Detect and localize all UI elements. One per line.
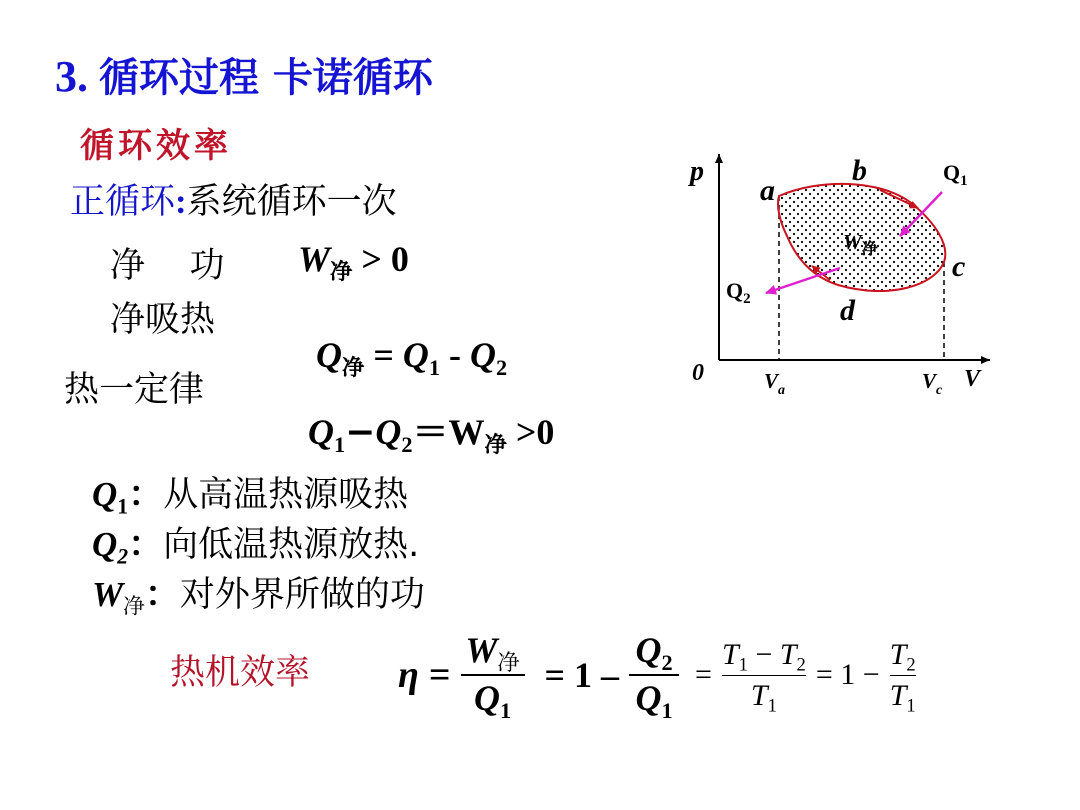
first-law-eq: ＝ — [412, 412, 449, 453]
definition-symbol: Q — [92, 525, 118, 564]
definition-item — [92, 470, 425, 520]
numerator-symbol: T — [721, 638, 739, 671]
w-sub: 净 — [861, 239, 878, 258]
net-heat-Q: Q — [316, 335, 342, 375]
definition-symbol: Q — [92, 475, 118, 514]
numerator-sub: 2 — [906, 654, 916, 676]
fraction-work-heat — [461, 630, 525, 723]
vc-sub: c — [936, 383, 943, 398]
definition-colon: ： — [144, 575, 180, 615]
first-law-Q1-sub: 1 — [334, 431, 346, 457]
first-law-W-sub: 净 — [484, 431, 507, 458]
net-work-formula — [298, 238, 409, 285]
first-law-formula — [290, 362, 555, 458]
forward-cycle-label: 正循环 — [70, 182, 176, 222]
va-label — [764, 369, 785, 398]
denominator-sub: 1 — [661, 697, 673, 723]
fraction-heat-ratio — [629, 630, 679, 723]
numerator-symbol: Q — [635, 630, 662, 671]
v-axis-label: V — [964, 366, 981, 392]
point-b-label: b — [852, 154, 867, 187]
eta-equals: = — [428, 654, 451, 696]
forward-cycle-desc: 系统循环一次 — [186, 182, 397, 222]
fraction-denominator — [461, 678, 525, 723]
one-minus-2: = 1 − — [815, 658, 880, 691]
fraction-denominator — [629, 678, 679, 723]
w-symbol: W — [843, 230, 862, 254]
forward-cycle-line — [70, 174, 397, 224]
net-heat-label: 净吸热 — [110, 300, 216, 340]
denominator-symbol: T — [889, 678, 907, 712]
equals-2: = — [695, 658, 712, 691]
net-work-label: 净 功 — [110, 246, 225, 286]
definition-sub: 净 — [123, 594, 145, 620]
va-sub: a — [778, 383, 786, 398]
definition-symbol: W — [92, 575, 124, 614]
definition-item — [92, 520, 425, 570]
denominator-sub: 1 — [499, 697, 512, 723]
title-number: 3. — [55, 52, 88, 101]
definition-sub: 2 — [117, 544, 129, 569]
net-heat-Q1-sub: 1 — [428, 354, 440, 380]
fraction-denominator — [889, 678, 916, 716]
pv-cycle-diagram — [680, 140, 1010, 410]
fraction-temperature-ratio — [889, 638, 916, 716]
va-symbol: V — [764, 369, 779, 393]
fraction-numerator — [721, 638, 806, 676]
fraction-numerator — [889, 638, 916, 676]
page-title — [55, 46, 433, 103]
eta-symbol: η — [398, 654, 419, 696]
vc-symbol: V — [922, 369, 937, 393]
denominator-symbol: Q — [473, 678, 500, 718]
p-axis-label: p — [690, 156, 704, 187]
q2-symbol: Q — [726, 278, 744, 303]
fraction-numerator — [629, 630, 679, 675]
net-work-sub: 净 — [330, 258, 353, 285]
fraction-temperature-diff — [721, 638, 806, 716]
forward-cycle-colon: : — [175, 182, 187, 221]
net-heat-sub: 净 — [342, 354, 365, 381]
first-law-rhs: >0 — [506, 412, 555, 452]
numerator-symbol: W — [465, 630, 498, 671]
net-heat-Q2-sub: 2 — [495, 354, 508, 380]
numerator-symbol-2: T — [779, 638, 797, 671]
first-law-Q2: Q — [375, 412, 402, 452]
efficiency-formula — [398, 620, 916, 730]
numerator-minus: − — [747, 638, 780, 671]
origin-label: 0 — [692, 360, 704, 386]
definition-text: 对外界所做的功 — [179, 575, 425, 615]
numerator-sub: 1 — [738, 654, 748, 676]
denominator-symbol: Q — [635, 678, 662, 718]
definition-colon: ： — [128, 525, 164, 565]
numerator-sub-2: 2 — [796, 654, 806, 676]
denominator-symbol: T — [750, 678, 768, 712]
point-d-label: d — [840, 294, 855, 327]
definition-text: 向低温热源放热. — [163, 525, 420, 565]
first-law-W: W — [448, 412, 485, 452]
net-heat-Q2: Q — [469, 335, 496, 375]
efficiency-label: 热机效率 — [170, 653, 311, 693]
fraction-bar — [722, 675, 806, 676]
numerator-symbol: T — [889, 638, 907, 671]
first-law-label: 热一定律 — [64, 370, 205, 410]
vc-label — [922, 369, 943, 398]
definition-colon: ： — [128, 475, 164, 515]
section-subtitle: 循环效率 — [80, 126, 232, 166]
net-heat-minus: - — [439, 335, 470, 375]
fraction-numerator — [461, 630, 525, 676]
net-heat-Q1: Q — [402, 335, 429, 375]
first-law-Q1: Q — [308, 412, 334, 452]
point-c-label: c — [952, 250, 966, 283]
numerator-sub: 2 — [661, 650, 673, 675]
definition-sub: 1 — [117, 494, 129, 519]
point-a-label: a — [760, 174, 775, 207]
definition-item — [92, 570, 425, 620]
q1-sub: 1 — [960, 173, 968, 189]
q2-sub: 2 — [743, 291, 751, 307]
q2-label — [726, 278, 751, 307]
first-law-Q2-sub: 2 — [401, 431, 413, 457]
denominator-sub: 1 — [767, 695, 777, 716]
first-law-minus: − — [345, 412, 376, 453]
q1-label — [943, 160, 968, 189]
net-heat-eq: = — [364, 335, 403, 375]
denominator-sub: 1 — [906, 695, 916, 716]
net-work-rhs: > 0 — [361, 239, 409, 279]
fraction-denominator — [722, 678, 806, 716]
definition-list — [92, 470, 425, 620]
net-work-symbol: W — [298, 239, 331, 279]
numerator-sub: 净 — [497, 650, 520, 676]
definition-text: 从高温热源吸热 — [163, 475, 409, 515]
q1-symbol: Q — [943, 160, 961, 185]
title-text: 循环过程 卡诺循环 — [99, 55, 433, 101]
one-minus: = 1 – — [544, 655, 620, 695]
